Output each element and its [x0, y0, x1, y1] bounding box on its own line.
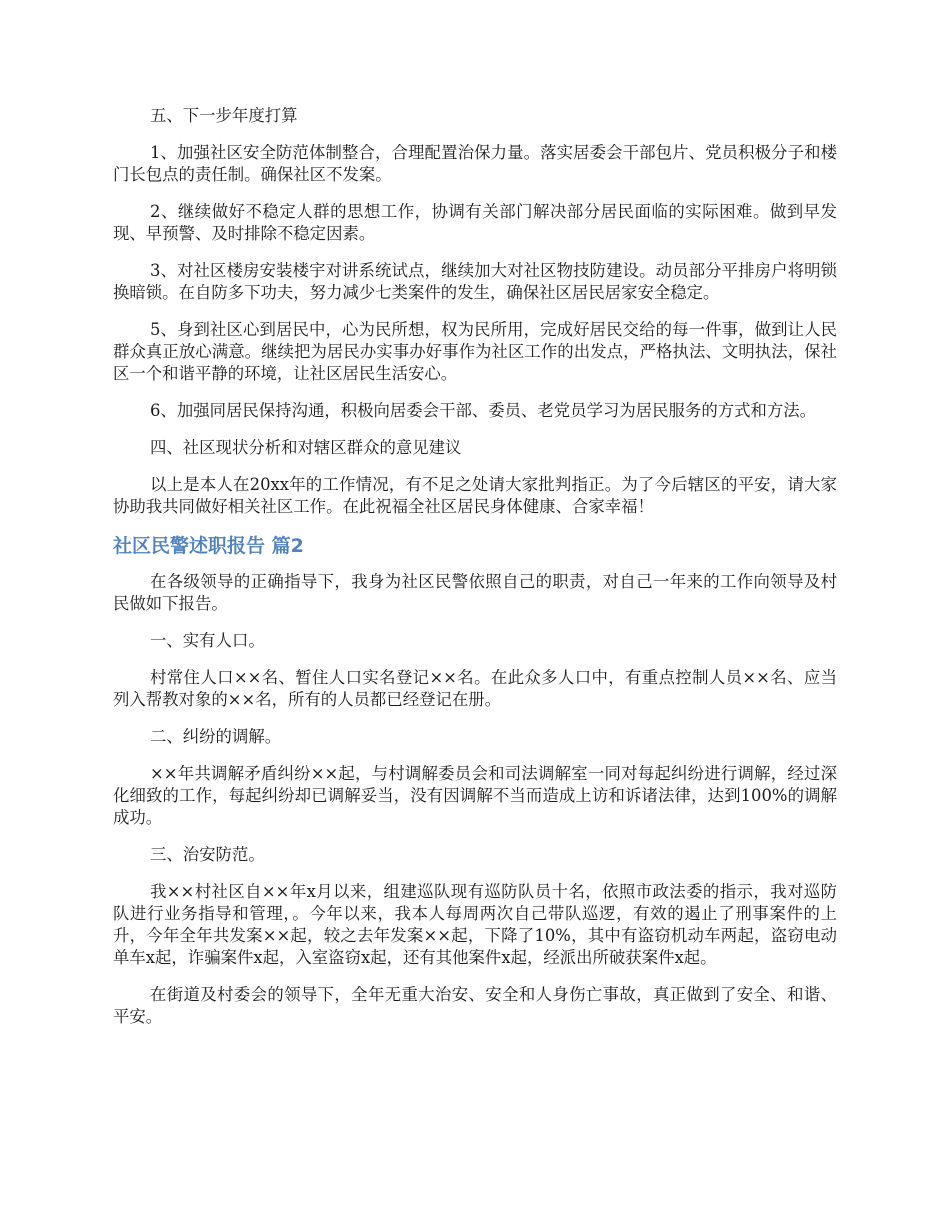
paragraph-population: 村常住人口××名、暂住人口实名登记××名。在此众多人口中，有重点控制人员××名、应当列入帮教对象的××名，所有的人员都已经登记在册。: [113, 668, 837, 709]
paragraph-item-3: 3、对社区楼房安装楼宇对讲系统试点，继续加大对社区物技防建设。动员部分平排房户将明锁换暗锁。在自防多下功夫，努力减少七类案件的发生，确保社区居民居家安全稳定。: [113, 261, 837, 302]
heading-population: 一、实有人口。: [150, 631, 265, 650]
heading-next-year-plan: 五、下一步年度打算: [150, 106, 298, 125]
paragraph-safety: 在街道及村委会的领导下，全年无重大治安、安全和人身伤亡事故，真正做到了安全、和谐、平安。: [113, 985, 837, 1026]
paragraph-item-6: 6、加强同居民保持沟通，积极向居委会干部、委员、老党员学习为居民服务的方式和方法。: [150, 401, 817, 420]
paragraph-disputes: ××年共调解矛盾纠纷××起，与村调解委员会和司法调解室一同对每起纠纷进行调解，经过深化细致的工作，每起纠纷却已调解妥当，没有因调解不当而造成上访和诉诸法律，达到100%的调解成功。: [113, 764, 837, 827]
document-body: [113, 105, 837, 1043]
paragraph-closing: 以上是本人在20xx年的工作情况，有不足之处请大家批判指正。为了今后辖区的平安，请大家协助我共同做好相关社区工作。在此祝福全社区居民身体健康、合家幸福！: [113, 475, 837, 516]
heading-security: 三、治安防范。: [150, 845, 265, 864]
paragraph-item-1: 1、加强社区安全防范体制整合，合理配置治保力量。落实居委会干部包片、党员积极分子和楼门长包点的责任制。确保社区不发案。: [113, 143, 837, 184]
paragraph-intro: 在各级领导的正确指导下，我身为社区民警依照自己的职责，对自己一年来的工作向领导及村民做如下报告。: [113, 572, 837, 613]
paragraph-security: 我××村社区自××年x月以来，组建巡队现有巡防队员十名，依照市政法委的指示，我对巡防队进行业务指导和管理，。今年以来，我本人每周两次自己带队巡逻，有效的遏止了刑事案件的上升，今年全年共发案××起，较之去年发案××起，下降了10%，其中有盗窃机动车两起，盗窃电动单车x起，诈骗案件x起，入室盗窃x起，还有其他案件x起，经派出所破获案件x起。: [113, 882, 837, 967]
subheading-analysis: 四、社区现状分析和对辖区群众的意见建议: [150, 438, 462, 457]
heading-disputes: 二、纠纷的调解。: [150, 727, 282, 746]
paragraph-item-5: 5、身到社区心到居民中，心为民所想，权为民所用，完成好居民交给的每一件事，做到让人民群众真正放心满意。继续把为居民办实事办好事作为社区工作的出发点，严格执法、文明执法，保社区一个和谐平静的环境，让社区居民生活安心。: [113, 320, 837, 383]
paragraph-item-2: 2、继续做好不稳定人群的思想工作，协调有关部门解决部分居民面临的实际困难。做到早发现、早预警、及时排除不稳定因素。: [113, 202, 837, 243]
section-title: 社区民警述职报告 篇2: [113, 535, 304, 557]
